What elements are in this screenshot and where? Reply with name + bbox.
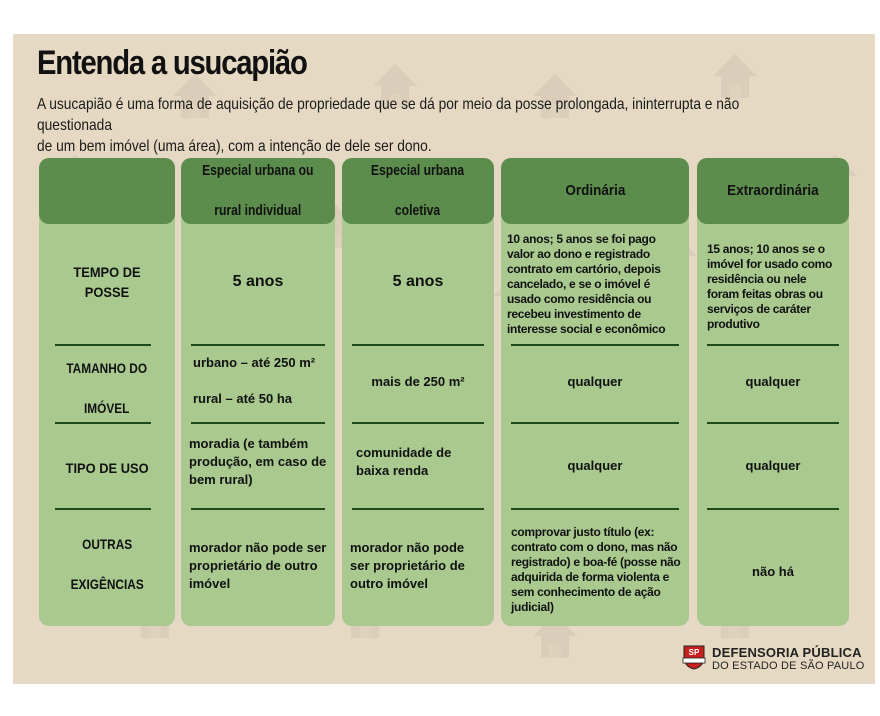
row-divider xyxy=(511,508,679,510)
cell-tempo: 15 anos; 10 anos se o imóvel for usado como residência ou nele foram feitas obras ou serviços de caráter produtivo xyxy=(707,242,833,331)
intro-text xyxy=(37,94,811,157)
row-divider xyxy=(511,422,679,424)
row-label-tipo: TIPO DE USO xyxy=(65,460,149,476)
column-especial-individual xyxy=(181,158,335,626)
column-especial-coletiva xyxy=(342,158,494,626)
column-ordinaria xyxy=(501,158,689,626)
column-extraordinaria xyxy=(697,158,849,626)
row-divider xyxy=(55,344,151,346)
svg-text:SP: SP xyxy=(688,648,700,657)
cell-tempo: 10 anos; 5 anos se foi pago valor ao dono e registrado contrato em cartório, depois cancelado, e se o imóvel é usado como residência ou recebeu investimento de interesse social e econômico xyxy=(507,231,666,336)
column-header-empty xyxy=(39,158,175,224)
row-label-outras: OUTRAS EXIGÊNCIAS xyxy=(70,536,144,592)
row-divider xyxy=(352,508,484,510)
cell-tamanho: qualquer xyxy=(745,374,801,389)
row-divider xyxy=(191,422,325,424)
cell-outras: morador não pode ser proprietário de outro imóvel xyxy=(189,540,327,591)
infographic-card xyxy=(13,34,875,684)
row-divider xyxy=(511,344,679,346)
cell-tamanho: urbano – até 250 m² rural – até 50 ha xyxy=(193,355,316,406)
logo-line-2: DO ESTADO DE SÃO PAULO xyxy=(712,660,865,672)
cell-tipo: qualquer xyxy=(745,458,801,473)
row-divider xyxy=(352,344,484,346)
row-label-tempo: TEMPO DE POSSE xyxy=(73,264,141,300)
row-label-tamanho: TAMANHO DO IMÓVEL xyxy=(66,360,148,416)
cell-outras: não há xyxy=(752,564,794,579)
column-header: Extraordinária xyxy=(697,158,849,224)
column-header: Especial urbana ou rural individual xyxy=(181,158,335,224)
row-divider xyxy=(352,422,484,424)
row-divider xyxy=(191,344,325,346)
row-divider xyxy=(707,508,839,510)
cell-tempo: 5 anos xyxy=(232,273,284,290)
cell-tamanho: qualquer xyxy=(567,374,623,389)
row-divider xyxy=(191,508,325,510)
cell-tipo: comunidade de baixa renda xyxy=(356,445,452,478)
intro-line-1: A usucapião é uma forma de aquisição de propriedade que se dá por meio da posse prolongada, ininterrupta e não questionada xyxy=(37,96,740,134)
intro-line-2: de um bem imóvel (uma área), com a intenção de dele ser dono. xyxy=(37,138,432,155)
column-header: Ordinária xyxy=(501,158,689,224)
row-divider xyxy=(707,344,839,346)
logo-line-1: DEFENSORIA PÚBLICA xyxy=(712,645,862,660)
cell-tempo: 5 anos xyxy=(392,273,444,290)
cell-tamanho: mais de 250 m² xyxy=(371,374,465,389)
cell-outras: morador não pode ser proprietário de outro imóvel xyxy=(350,540,465,591)
column-header: Especial urbana coletiva xyxy=(342,158,494,224)
column-labels xyxy=(39,158,175,626)
page-title: Entenda a usucapião xyxy=(37,44,307,82)
cell-tipo: qualquer xyxy=(567,458,623,473)
defensoria-logo xyxy=(681,644,871,674)
cell-tipo: moradia (e também produção, em caso de bem rural) xyxy=(189,436,327,487)
row-divider xyxy=(55,508,151,510)
row-divider xyxy=(707,422,839,424)
cell-outras: comprovar justo título (ex: contrato com o dono, mas não registrado) e boa-fé (posse não adquirida de forma violenta e sem conhecimento de ação judicial) xyxy=(511,525,681,614)
row-divider xyxy=(55,422,151,424)
sao-paulo-seal-icon xyxy=(681,644,707,670)
